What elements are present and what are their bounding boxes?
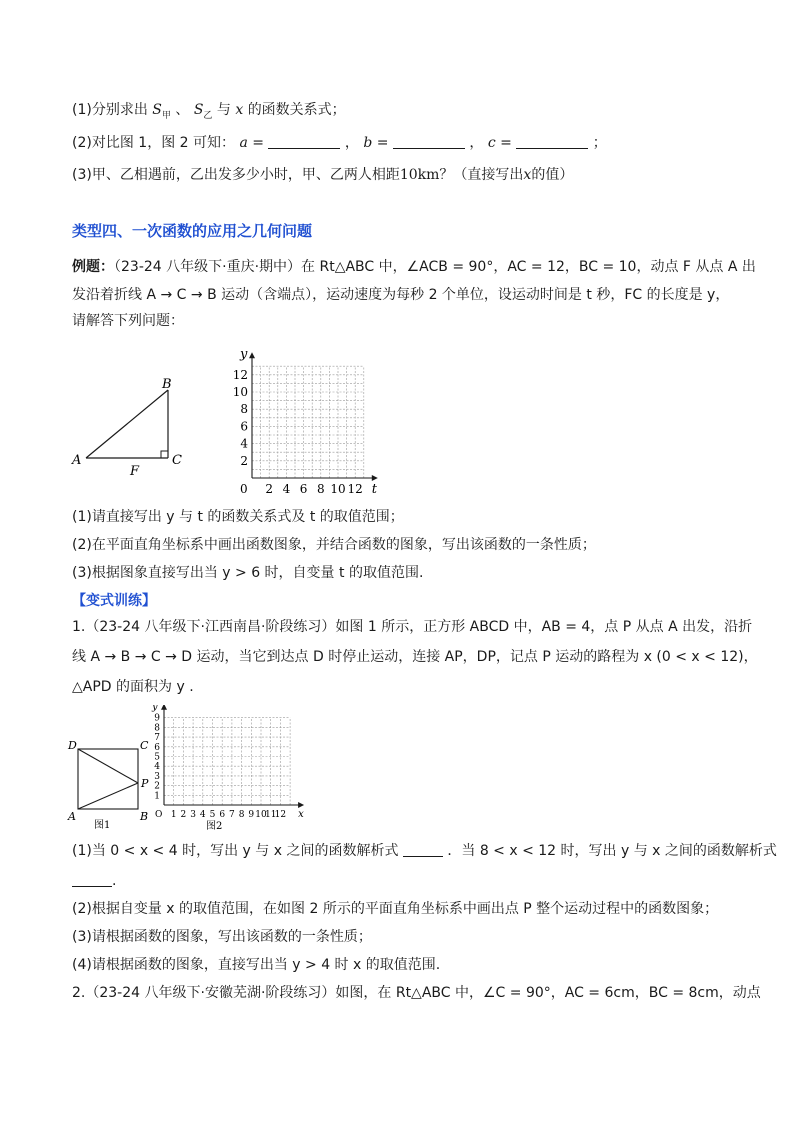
x-tick-label: 11: [264, 810, 277, 820]
square-label-c: C: [140, 739, 149, 752]
y-tick-label: 9: [154, 713, 160, 724]
x-tick-label: 2: [265, 482, 274, 496]
x-tick-label: 5: [209, 810, 216, 820]
y-tick-label: 4: [240, 436, 248, 451]
variant-coordinate-grid: [140, 705, 310, 835]
x-axis-label: t: [371, 482, 378, 497]
example-line-1: 例题：（23-24 八年级下·重庆·期中）在 Rt△ABC 中，∠ACB = 90°，AC = 12，BC = 10，动点 F 从点 A 出: [72, 259, 756, 275]
x-tick-label: 12: [347, 482, 363, 496]
y-tick-label: 6: [240, 419, 248, 434]
point-label-f: F: [130, 464, 140, 479]
example-question-1: (1)请直接写出 y 与 t 的函数关系式及 t 的取值范围；: [72, 509, 404, 525]
answer-blank-a[interactable]: [268, 134, 340, 149]
square-label-d: D: [68, 739, 77, 752]
x-tick-label: 3: [190, 810, 196, 820]
x-tick-label: 8: [238, 810, 245, 820]
origin-label: 0: [240, 482, 248, 496]
y-tick-label: 2: [154, 781, 160, 792]
x-tick-label: 8: [316, 482, 325, 496]
square-label-a: A: [68, 810, 76, 823]
y-tick-label: 8: [240, 402, 248, 417]
square-label-b: B: [140, 810, 149, 823]
x-tick-label: 1: [170, 810, 177, 820]
variant-question-1-continued: .: [72, 871, 116, 891]
example-line-2: 发沿着折线 A → C → B 运动（含端点），运动速度为每秒 2 个单位，设运动时间是 t 秒，FC 的长度是 y，: [72, 287, 730, 303]
x-tick-label: 4: [282, 482, 291, 496]
example-question-3: (3)根据图象直接写出当 y > 6 时，自变量 t 的取值范围.: [72, 565, 424, 581]
example-question-2: (2)在平面直角坐标系中画出函数图象，并结合函数的图象，写出该函数的一条性质；: [72, 537, 596, 553]
answer-blank-c[interactable]: [516, 134, 588, 149]
vertex-label-c: C: [172, 453, 182, 468]
y-tick-label: 1: [154, 791, 160, 802]
x-axis-label: x: [298, 809, 304, 820]
variant-question-1: (1)当 0 < x < 4 时，写出 y 与 x 之间的函数解析式 ．当 8 < x < 12 时，写出 y 与 x 之间的函数解析式: [72, 843, 777, 859]
x-axis-arrow: [372, 475, 378, 481]
x-tick-label: 9: [248, 810, 255, 820]
variant-question-2: (2)根据自变量 x 的取值范围，在如图 2 所示的平面直角坐标系中画出点 P 整个运动过程中的函数图象；: [72, 901, 719, 917]
problem-1-line-2: 线 A → B → C → D 运动，当它到达点 D 时停止运动，连接 AP，DP，记点 P 运动的路程为 x (0 < x < 12)，: [72, 649, 758, 665]
answer-blank-b[interactable]: [393, 134, 465, 149]
x-tick-label: 7: [229, 810, 235, 820]
y-tick-label: 4: [154, 762, 160, 773]
answer-blank-1[interactable]: [403, 842, 443, 857]
variant-question-4: (4)请根据函数的图象，直接写出当 y > 4 时 x 的取值范围.: [72, 957, 441, 973]
y-tick-label: 8: [154, 723, 160, 734]
square-label-p: P: [141, 777, 149, 790]
y-axis-arrow: [161, 705, 167, 710]
y-tick-label: 2: [240, 453, 248, 468]
triangle-figure: [64, 372, 194, 482]
question-3-line: (3)甲、乙相遇前，乙出发多少小时，甲、乙两人相距10km？（直接写出x的值）: [72, 167, 574, 183]
variant-training-label: 【变式训练】: [72, 593, 156, 609]
x-tick-label: 4: [199, 810, 206, 820]
x-tick-label: 10: [330, 482, 346, 496]
y-axis-label: y: [152, 705, 158, 713]
x-tick-label: 6: [299, 482, 308, 496]
problem-1-line-3: △APD 的面积为 y .: [72, 679, 194, 695]
origin-label: O: [155, 810, 163, 820]
y-axis-label: y: [240, 347, 248, 363]
example-coordinate-grid: [212, 338, 392, 498]
figure-2-caption: 图2: [206, 821, 223, 832]
vertex-label-a: A: [72, 453, 82, 468]
y-tick-label: 7: [154, 733, 160, 744]
variant-question-3: (3)请根据函数的图象，写出该函数的一条性质；: [72, 929, 372, 945]
y-axis-arrow: [249, 352, 255, 358]
answer-blank-2[interactable]: [72, 872, 112, 887]
y-tick-label: 10: [232, 385, 248, 399]
vertex-label-b: B: [162, 377, 172, 392]
y-tick-label: 5: [154, 752, 160, 763]
problem-2-line-1: 2.（23-24 八年级下·安徽芜湖·阶段练习）如图，在 Rt△ABC 中，∠C = 90°，AC = 6cm，BC = 8cm，动点: [72, 985, 761, 1001]
x-tick-label: 2: [180, 810, 187, 820]
section-heading: 类型四、一次函数的应用之几何问题: [72, 222, 313, 240]
x-tick-label: 10: [255, 810, 267, 820]
x-tick-label: 6: [219, 810, 226, 820]
y-tick-label: 12: [232, 367, 248, 382]
example-line-3: 请解答下列问题：: [72, 313, 184, 329]
problem-1-line-1: 1.（23-24 八年级下·江西南昌·阶段练习）如图 1 所示，正方形 ABCD 中，AB = 4，点 P 从点 A 出发，沿折: [72, 619, 753, 635]
x-axis-arrow: [298, 802, 304, 808]
y-tick-label: 6: [154, 742, 160, 753]
question-2-line: (2)对比图 1，图 2 可知： a = ， b = ， c = ；: [72, 135, 607, 151]
x-tick-label: 12: [274, 810, 287, 820]
question-1-line: (1)分别求出 $S_甲$ 、 $S_乙$ 与 x 的函数关系式；: [72, 102, 346, 121]
y-tick-label: 3: [154, 771, 160, 782]
figure-1-caption: 图1: [94, 820, 111, 830]
